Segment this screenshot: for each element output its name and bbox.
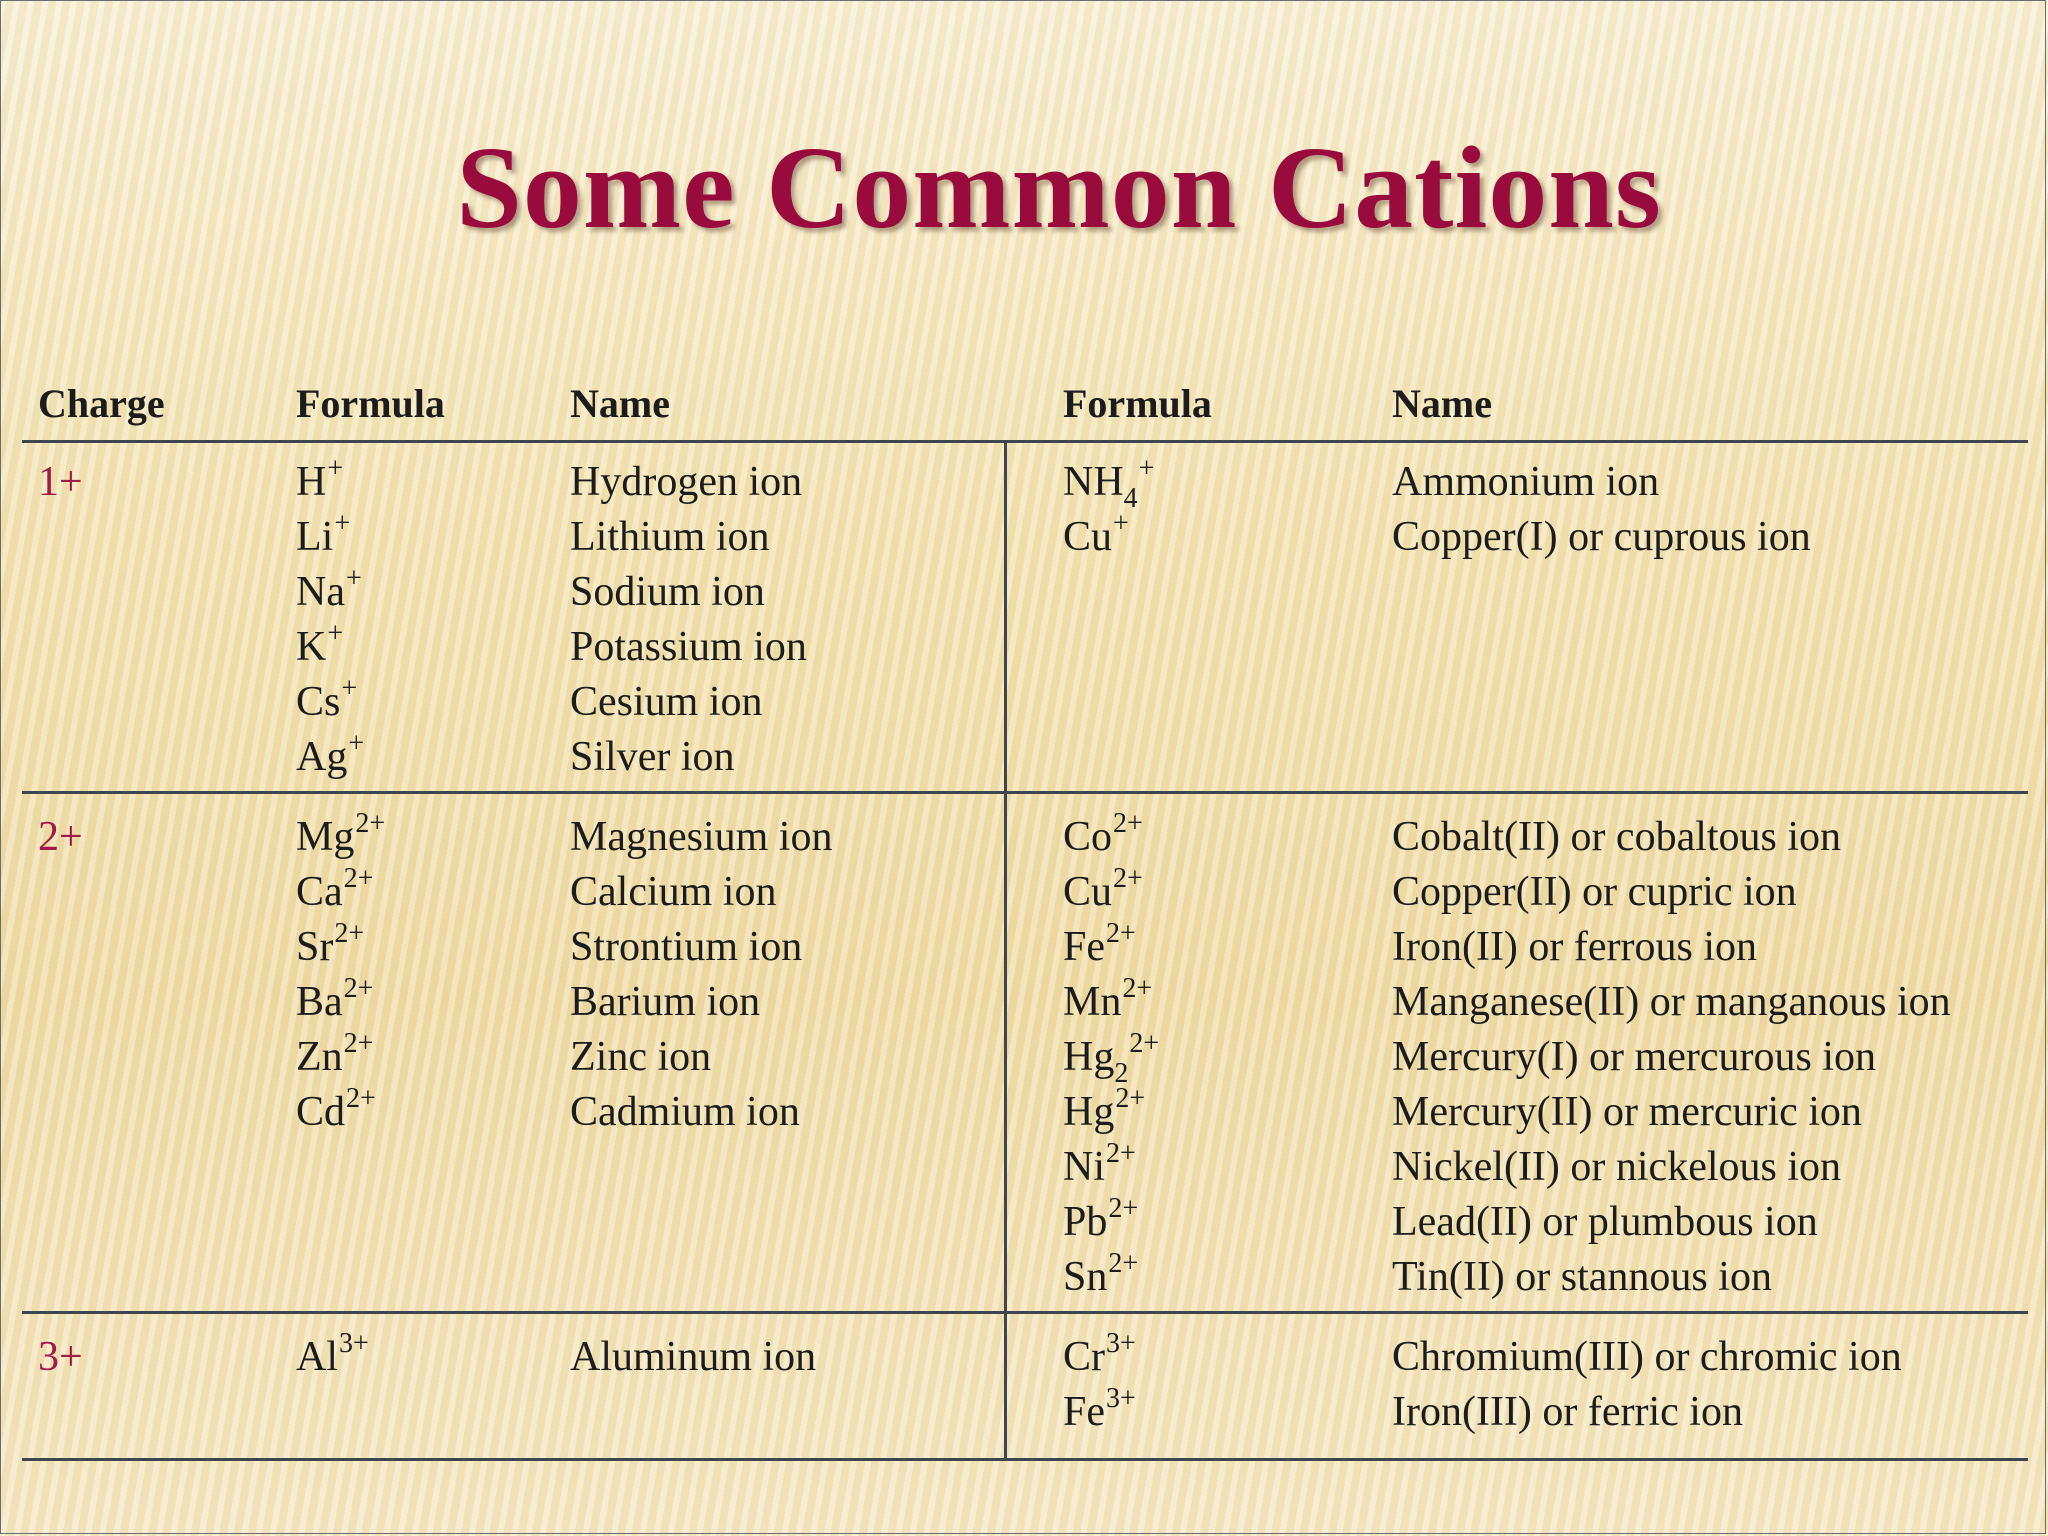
charge-label: 1+	[38, 459, 83, 505]
header-formula-right: Formula	[1063, 381, 1212, 426]
formula-charge-superscript: 2+	[334, 918, 365, 949]
ion-name: Silver ion	[570, 734, 735, 780]
ion-name: Cobalt(II) or cobaltous ion	[1392, 814, 1842, 860]
charge-label: 2+	[38, 814, 83, 860]
formula-charge-superscript: +	[345, 563, 362, 594]
formula-base: Li	[296, 514, 334, 560]
ion-name: Manganese(II) or manganous ion	[1392, 979, 1951, 1025]
formula-base: Al	[296, 1334, 338, 1380]
ion-name: Barium ion	[570, 979, 761, 1025]
formula-charge-superscript: 3+	[1106, 1328, 1136, 1359]
formula-charge-superscript: 2+	[1108, 1193, 1139, 1224]
ion-name: Aluminum ion	[570, 1334, 817, 1380]
ion-name: Nickel(II) or nickelous ion	[1392, 1144, 1842, 1190]
ion-name: Copper(I) or cuprous ion	[1392, 514, 1811, 560]
ion-formula	[296, 455, 343, 514]
ion-name: Cesium ion	[570, 679, 763, 725]
ion-name: Copper(II) or cupric ion	[1392, 869, 1797, 915]
formula-charge-superscript: +	[1113, 508, 1129, 539]
ion-formula	[1063, 1385, 1136, 1444]
slide-title: Some Common Cations	[456, 122, 1662, 253]
formula-base: Sn	[1063, 1254, 1108, 1300]
ion-formula	[296, 565, 362, 624]
formula-base: Na	[296, 569, 345, 615]
ion-formula	[296, 1085, 376, 1144]
ion-formula	[1063, 1250, 1138, 1309]
ion-name: Mercury(I) or mercurous ion	[1392, 1034, 1876, 1080]
formula-charge-superscript: 2+	[1129, 1028, 1160, 1059]
ion-formula	[296, 620, 343, 679]
ion-formula	[296, 730, 364, 789]
formula-charge-superscript: 2+	[1113, 863, 1143, 894]
ion-formula	[1063, 865, 1143, 924]
ion-name: Tin(II) or stannous ion	[1392, 1254, 1772, 1300]
ion-name: Chromium(III) or chromic ion	[1392, 1334, 1902, 1380]
ion-name: Magnesium ion	[570, 814, 833, 860]
ion-formula	[1063, 1140, 1136, 1199]
formula-base: Mg	[296, 814, 355, 860]
formula-charge-superscript: 3+	[1106, 1383, 1136, 1414]
formula-base: K	[296, 624, 327, 670]
formula-base: Fe	[1063, 924, 1105, 970]
formula-base: Cu	[1063, 869, 1113, 915]
formula-charge-superscript: +	[327, 453, 344, 484]
ion-formula	[296, 920, 364, 979]
formula-base: Cu	[1063, 514, 1113, 560]
formula-charge-superscript: 2+	[1106, 918, 1136, 949]
formula-base: Cr	[1063, 1334, 1105, 1380]
formula-subscript: 2	[1114, 1058, 1129, 1089]
formula-charge-superscript: 3+	[339, 1328, 369, 1359]
formula-base: Co	[1063, 814, 1113, 860]
ion-formula	[1063, 810, 1143, 869]
formula-base: Hg	[1063, 1034, 1115, 1080]
header-name-right: Name	[1392, 381, 1492, 426]
formula-base: Ba	[296, 979, 343, 1025]
ion-name: Hydrogen ion	[570, 459, 803, 505]
ion-name: Mercury(II) or mercuric ion	[1392, 1089, 1862, 1135]
formula-base: Cd	[296, 1089, 346, 1135]
ion-formula	[296, 810, 385, 869]
ion-name: Strontium ion	[570, 924, 803, 970]
formula-charge-superscript: 2+	[1115, 1083, 1146, 1114]
ion-formula	[1063, 920, 1136, 979]
formula-charge-superscript: 2+	[346, 1083, 376, 1114]
ion-name: Lithium ion	[570, 514, 770, 560]
formula-base: Ag	[296, 734, 348, 780]
formula-charge-superscript: 2+	[343, 973, 374, 1004]
group-divider-2	[22, 1311, 2028, 1314]
ion-formula	[1063, 1330, 1136, 1389]
column-divider	[1004, 440, 1007, 1460]
table-bottom-rule	[22, 1458, 2028, 1461]
ion-formula	[296, 865, 373, 924]
ion-name: Iron(III) or ferric ion	[1392, 1389, 1743, 1435]
header-divider	[22, 440, 2028, 443]
ion-formula	[1063, 1195, 1138, 1254]
ion-formula	[1063, 455, 1154, 514]
formula-base: Ca	[296, 869, 343, 915]
formula-base: Pb	[1063, 1199, 1108, 1245]
formula-charge-superscript: 2+	[1106, 1138, 1136, 1169]
ion-name: Potassium ion	[570, 624, 807, 670]
ion-name: Iron(II) or ferrous ion	[1392, 924, 1758, 970]
ion-name: Sodium ion	[570, 569, 765, 615]
header-charge: Charge	[38, 381, 165, 426]
ion-formula	[296, 1330, 369, 1389]
header-formula-left: Formula	[296, 381, 445, 426]
formula-charge-superscript: +	[327, 618, 344, 649]
ion-name: Calcium ion	[570, 869, 777, 915]
ion-name: Zinc ion	[570, 1034, 712, 1080]
ion-name: Ammonium ion	[1392, 459, 1660, 505]
ion-name: Cadmium ion	[570, 1089, 800, 1135]
formula-charge-superscript: 2+	[343, 863, 374, 894]
formula-charge-superscript: 2+	[1113, 808, 1143, 839]
ion-name: Lead(II) or plumbous ion	[1392, 1199, 1818, 1245]
formula-charge-superscript: +	[1138, 453, 1155, 484]
ion-formula	[296, 510, 350, 569]
formula-base: Hg	[1063, 1089, 1115, 1135]
formula-charge-superscript: +	[334, 508, 351, 539]
formula-subscript: 4	[1123, 483, 1138, 514]
ion-formula	[1063, 510, 1129, 569]
formula-charge-superscript: 2+	[1122, 973, 1153, 1004]
header-name-left: Name	[570, 381, 670, 426]
formula-base: Cs	[296, 679, 341, 725]
formula-base: Sr	[296, 924, 334, 970]
formula-charge-superscript: +	[341, 673, 358, 704]
formula-base: NH	[1063, 459, 1124, 505]
group-divider-1	[22, 791, 2028, 794]
charge-label: 3+	[38, 1334, 83, 1380]
ion-formula	[296, 1030, 373, 1089]
ion-formula	[296, 975, 373, 1034]
formula-charge-superscript: 2+	[343, 1028, 374, 1059]
ion-formula	[1063, 1030, 1159, 1089]
formula-base: Ni	[1063, 1144, 1105, 1190]
ion-formula	[1063, 975, 1152, 1034]
formula-charge-superscript: 2+	[1108, 1248, 1139, 1279]
ion-formula	[296, 675, 357, 734]
formula-charge-superscript: +	[348, 728, 365, 759]
formula-base: H	[296, 459, 327, 505]
formula-base: Zn	[296, 1034, 343, 1080]
formula-charge-superscript: 2+	[355, 808, 386, 839]
formula-base: Fe	[1063, 1389, 1105, 1435]
ion-formula	[1063, 1085, 1145, 1144]
formula-base: Mn	[1063, 979, 1122, 1025]
